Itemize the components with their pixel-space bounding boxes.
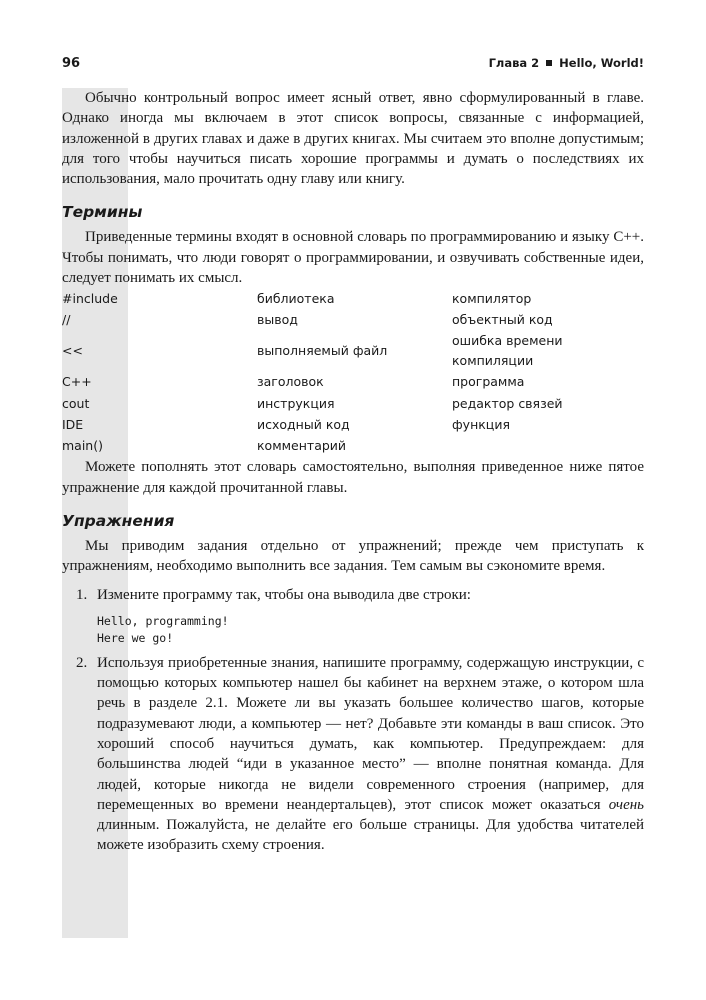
term-cell: cout (62, 395, 90, 411)
exercise-text (97, 653, 644, 856)
term-cell: объектный код (452, 312, 553, 328)
term-cell: компилятор (452, 290, 532, 306)
term-cell: комментарий (257, 438, 347, 454)
term-cell: IDE (62, 417, 84, 433)
term-cell: #include (62, 290, 118, 306)
term-cell: << (62, 343, 83, 359)
term-cell: редактор связей (452, 395, 563, 411)
exercise-number: 1. (76, 586, 88, 603)
table-row (62, 372, 644, 393)
table-row (62, 436, 644, 457)
term-cell: инструкция (257, 395, 335, 411)
term-cell: // (62, 312, 71, 328)
exercise-number: 2. (76, 654, 88, 671)
running-head (489, 56, 644, 70)
term-cell: C++ (62, 374, 92, 390)
code-block: Hello, programming! Here we go! (97, 613, 229, 645)
terms-table (62, 288, 644, 457)
table-row (62, 415, 644, 436)
term-cell (452, 436, 644, 457)
terms-intro: Приведенные термины входят в основной словарь по программированию и языку C++. Чтобы понимать, что люди говорят о программировании, и озвучивать собственные идеи, следует понимать их смысл. (62, 229, 644, 287)
table-row (62, 393, 644, 414)
term-cell: ошибка времени компиляции (452, 333, 563, 369)
table-row (62, 331, 644, 372)
chapter-label: Глава 2 (488, 56, 540, 70)
list-item (62, 585, 644, 647)
terms-outro: Можете пополнять этот словарь самостоятельно, выполняя приведенное ниже пятое упражнение для каждой прочитанной главы. (62, 459, 644, 496)
square-bullet-icon (546, 60, 552, 66)
exercises-intro: Мы приводим задания отдельно от упражнений; прежде чем приступать к упражнениям, необходимо выполнить все задания. Тем самым вы сэкономите время. (62, 537, 644, 575)
chapter-title: Hello, World! (559, 56, 644, 70)
exercise-text-part: Используя приобретенные знания, напишите программу, содержащую инструкции, с помощью которых компьютер нашел бы кабинет на верхнем этаже, о котором шла речь в разделе 2.1. Можете ли вы указать большее количество шагов, которые подразумевают люди, а компьютер — нет? Добавьте эти команды в ваш список. Это хороший способ научиться думать, как компьютер. Предупреждаем: для большинства людей “иди в указанное место” — вполне понятная команда. Для людей, которые никогда не видели современного строения (например, для перемещенных во времени неандертальцев), этот список может оказаться (97, 654, 644, 813)
intro-paragraph: Обычно контрольный вопрос имеет ясный ответ, явно сформулированный в главе. Однако иногда мы включаем в этот список вопросы, связанные с информацией, изложенной в других главах и даже в других книгах. Мы считаем это вполне допустимым; для того чтобы научиться писать хорошие программы и думать о последствиях их использования, мало прочитать одну главу или книгу. (62, 90, 644, 188)
term-cell: библиотека (257, 290, 335, 306)
term-cell: main() (62, 438, 103, 454)
table-row (62, 288, 644, 309)
table-row (62, 310, 644, 331)
term-cell: программа (452, 374, 525, 390)
term-cell: исходный код (257, 417, 350, 433)
emphasis-word: очень (608, 796, 644, 813)
term-cell: функция (452, 417, 510, 433)
terms-heading: Термины (62, 203, 143, 222)
exercises-heading: Упражнения (62, 511, 175, 530)
term-cell: выполняемый файл (257, 343, 388, 359)
term-cell: заголовок (257, 374, 324, 390)
exercise-list (62, 585, 644, 856)
exercise-text: Измените программу так, чтобы она выводила две строки: (97, 586, 471, 603)
list-item (62, 653, 644, 856)
page-number: 96 (62, 56, 81, 71)
term-cell: вывод (257, 312, 298, 328)
exercise-text-part: длинным. Пожалуйста, не делайте его больше страницы. Для удобства читателей можете изобразить схему строения. (97, 817, 644, 854)
page-content (62, 88, 644, 858)
